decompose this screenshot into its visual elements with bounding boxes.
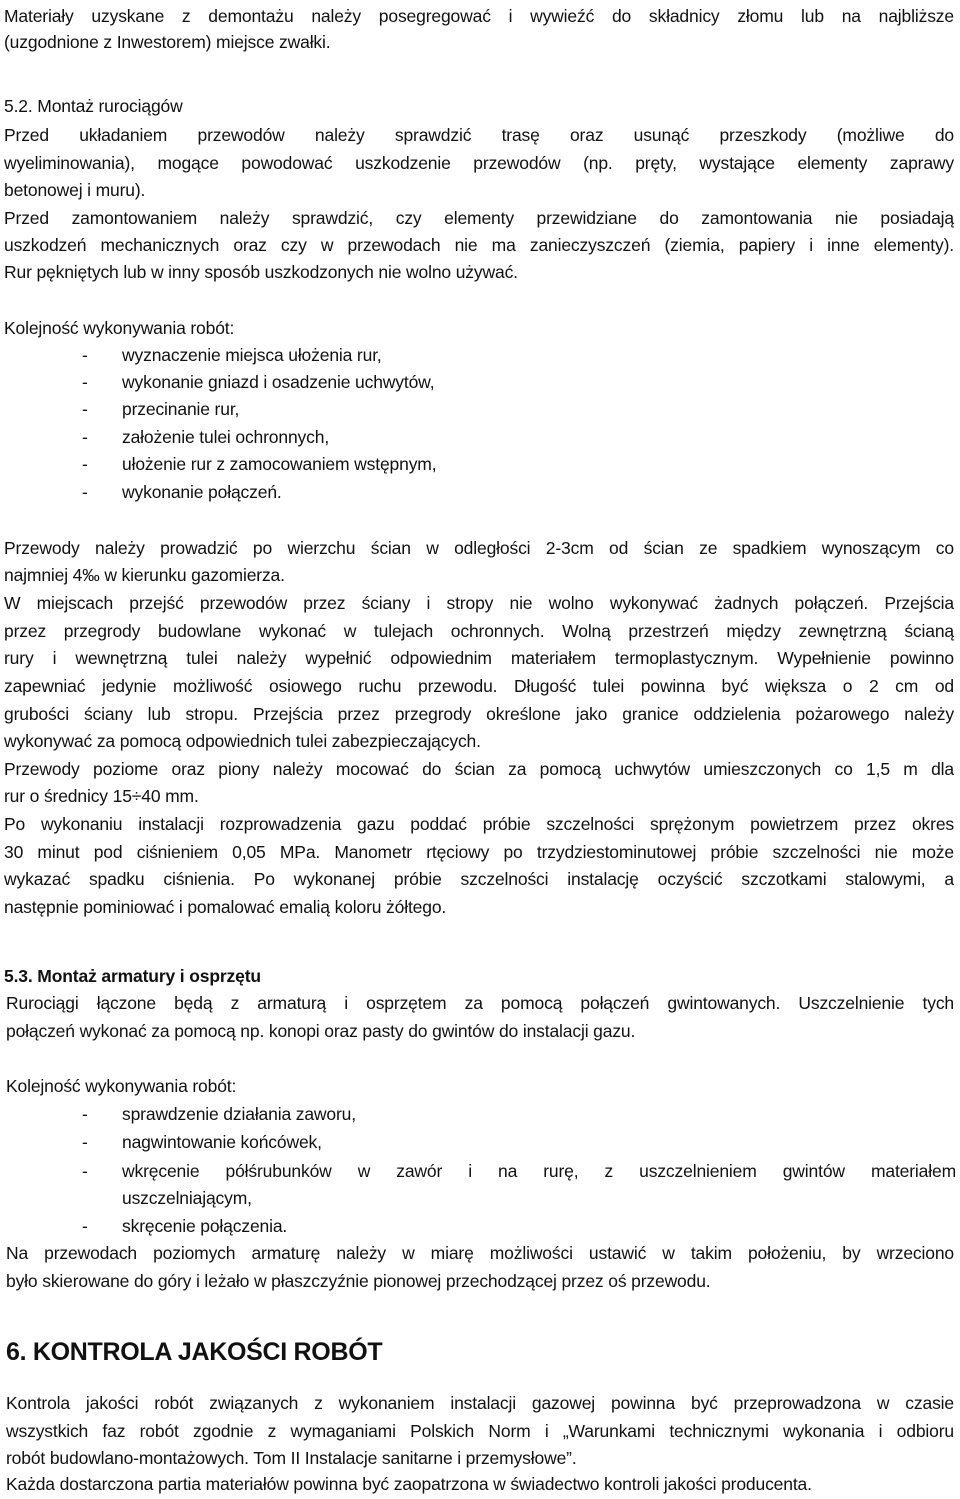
list-dash: - xyxy=(82,427,88,447)
paragraph-line: wyeliminowania), mogące powodować uszkodzenie przewodów (np. pręty, wystające elementy zaprawy xyxy=(4,153,954,173)
list-item: wkręcenie półśrubunków w zawór i na rurę, z uszczelnieniem gwintów materiałem xyxy=(122,1161,956,1181)
paragraph-line: Przed układaniem przewodów należy sprawdzić trasę oraz usunąć przeszkody (możliwe do xyxy=(4,125,954,145)
section-heading-5-2: 5.2. Montaż rurociągów xyxy=(4,96,183,116)
list-dash: - xyxy=(82,345,88,365)
paragraph-line: połączeń wykonać za pomocą np. konopi oraz pasty do gwintów do instalacji gazu. xyxy=(6,1021,636,1041)
list-item: ułożenie rur z zamocowaniem wstępnym, xyxy=(122,454,437,474)
list-dash: - xyxy=(82,1161,88,1181)
paragraph-line: Rurociągi łączone będą z armaturą i osprzętem za pomocą połączeń gwintowanych. Uszczelnienie tych xyxy=(6,993,954,1013)
list-dash: - xyxy=(82,1104,88,1124)
paragraph-line: wszystkich faz robót zgodnie z wymaganiami Polskich Norm i „Warunkami technicznymi wykonania i odbioru xyxy=(6,1421,954,1441)
list-item: wyznaczenie miejsca ułożenia rur, xyxy=(122,345,382,365)
list-item-continuation: uszczelniającym, xyxy=(122,1188,252,1208)
paragraph-line: W miejscach przejść przewodów przez ściany i stropy nie wolno wykonywać żadnych połączeń. Przejścia xyxy=(4,593,954,613)
list-dash: - xyxy=(82,399,88,419)
list-item: nagwintowanie końcówek, xyxy=(122,1132,322,1152)
paragraph-line: Przewody należy prowadzić po wierzchu ścian w odległości 2-3cm od ścian ze spadkiem wynoszącym co xyxy=(4,538,954,558)
paragraph-line: było skierowane do góry i leżało w płaszczyźnie pionowej przechodzącej przez oś przewodu. xyxy=(6,1271,711,1291)
list-dash: - xyxy=(82,1216,88,1236)
paragraph-line: następnie pominiować i pomalować emalią koloru żółtego. xyxy=(4,897,447,917)
paragraph-line: Rur pękniętych lub w inny sposób uszkodzonych nie wolno używać. xyxy=(4,262,518,282)
list-item: sprawdzenie działania zaworu, xyxy=(122,1104,356,1124)
paragraph-line: Po wykonaniu instalacji rozprowadzenia gazu poddać próbie szczelności sprężonym powietrzem przez okres xyxy=(4,814,954,834)
paragraph-line: grubości ściany lub stropu. Przejścia przez przegrody określone jako granice oddzielenia pożarowego należy xyxy=(4,704,954,724)
list-dash: - xyxy=(82,1132,88,1152)
list-item: założenie tulei ochronnych, xyxy=(122,427,330,447)
paragraph-line: rury i wewnętrzną tulei należy wypełnić odpowiednim materiałem termoplastycznym. Wypełnienie powinno xyxy=(4,648,954,668)
list-item: skręcenie połączenia. xyxy=(122,1216,288,1236)
list-dash: - xyxy=(82,482,88,502)
paragraph-line: (uzgodnione z Inwestorem) miejsce zwałki. xyxy=(4,32,331,52)
paragraph-line: betonowej i muru). xyxy=(4,180,146,200)
paragraph-line: najmniej 4‰ w kierunku gazomierza. xyxy=(4,565,285,585)
list-dash: - xyxy=(82,372,88,392)
paragraph-line: zapewniać jedynie możliwość osiowego ruchu przewodu. Długość tulei powinna być większa o 2 cm od xyxy=(4,676,954,696)
list-dash: - xyxy=(82,454,88,474)
paragraph-line: Przed zamontowaniem należy sprawdzić, czy elementy przewidziane do zamontowania nie posiadają xyxy=(4,208,954,228)
paragraph-line: Każda dostarczona partia materiałów powinna być zaopatrzona w świadectwo kontroli jakości producenta. xyxy=(6,1474,812,1494)
order-title: Kolejność wykonywania robót: xyxy=(6,1076,237,1096)
paragraph-line: rur o średnicy 15÷40 mm. xyxy=(4,786,199,806)
list-item: wykonanie gniazd i osadzenie uchwytów, xyxy=(122,372,435,392)
paragraph-line: Materiały uzyskane z demontażu należy posegregować i wywieźć do składnicy złomu lub na najbliższe xyxy=(4,6,954,26)
paragraph-line: przez przegrody budowlane wykonać w tulejach ochronnych. Wolną przestrzeń między zewnętrzną ścianą xyxy=(4,621,954,641)
paragraph-line: robót budowlano-montażowych. Tom II Instalacje sanitarne i przemysłowe”. xyxy=(6,1448,577,1468)
section-heading-5-3: 5.3. Montaż armatury i osprzętu xyxy=(4,966,261,986)
paragraph-line: Przewody poziome oraz piony należy mocować do ścian za pomocą uchwytów umieszczonych co 1,5 m dla xyxy=(4,759,954,779)
paragraph-line: Na przewodach poziomych armaturę należy w miarę możliwości ustawić w takim położeniu, by wrzeciono xyxy=(6,1243,954,1263)
list-item: wykonanie połączeń. xyxy=(122,482,282,502)
chapter-heading-6: 6. KONTROLA JAKOŚCI ROBÓT xyxy=(6,1338,383,1366)
paragraph-line: Kontrola jakości robót związanych z wykonaniem instalacji gazowej powinna być przeprowadzona w czasie xyxy=(6,1393,954,1413)
list-item: przecinanie rur, xyxy=(122,399,240,419)
paragraph-line: wykazać spadku ciśnienia. Po wykonanej próbie szczelności instalację oczyścić szczotkami stalowymi, a xyxy=(4,869,954,889)
order-title: Kolejność wykonywania robót: xyxy=(4,318,235,338)
paragraph-line: 30 minut pod ciśnieniem 0,05 MPa. Manometr rtęciowy po trzydziestominutowej próbie szczelności nie może xyxy=(4,842,954,862)
paragraph-line: uszkodzeń mechanicznych oraz czy w przewodach nie ma zanieczyszczeń (ziemia, papiery i inne elementy). xyxy=(4,235,954,255)
paragraph-line: wykonywać za pomocą odpowiednich tulei zabezpieczających. xyxy=(4,731,481,751)
